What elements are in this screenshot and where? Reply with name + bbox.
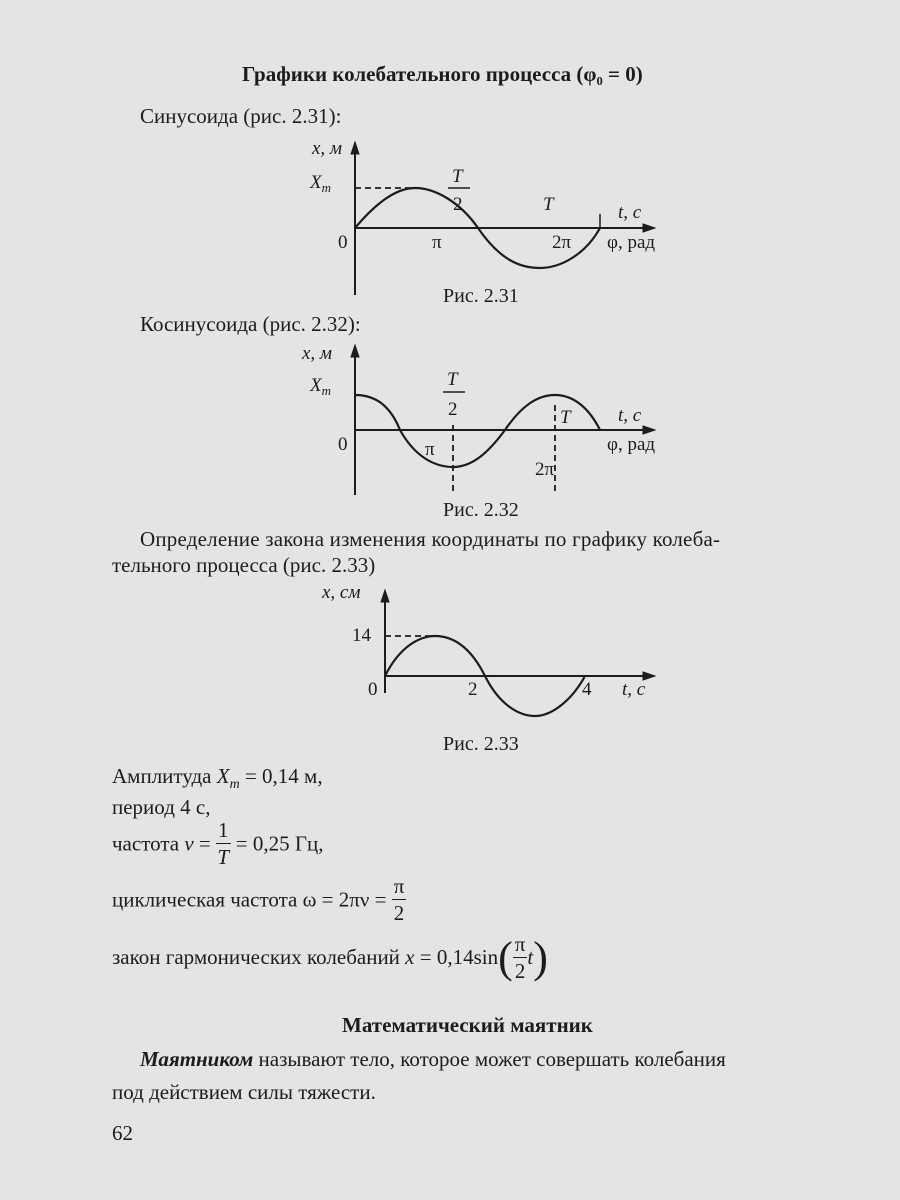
frequency-den: T [217, 845, 230, 869]
definition-line-2: тельного процесса (рис. 2.33) [112, 553, 376, 577]
cyclic-frequency-line [112, 876, 406, 924]
pendulum-line-1-text: называют тело, которое может совершать колебания [253, 1047, 726, 1071]
amplitude-var: $X_m$ [216, 764, 240, 793]
fig233-t-label: t, с [622, 679, 646, 700]
page-number: 62 [112, 1121, 133, 1145]
fig231-half-period-num: T [452, 166, 463, 187]
fig231-amp-label: $X_m$ [310, 172, 331, 195]
frequency-line [112, 820, 324, 868]
frequency-eq: = [193, 831, 217, 856]
fig232-y-label: x, м [302, 343, 333, 364]
pendulum-term: Маятником [140, 1047, 254, 1071]
definition-line-1: Определение закона изменения координаты по графику колеба- [140, 527, 721, 551]
fig231-two-pi: 2π [552, 232, 572, 253]
fig231-caption: Рис. 2.31 [443, 285, 519, 305]
amplitude-prefix: Амплитуда [112, 764, 217, 788]
fig232-period-label: T [560, 407, 571, 428]
law-left-paren: ( [498, 933, 513, 982]
law-var: x [405, 945, 415, 969]
figure-2-31 [300, 130, 700, 305]
amplitude-value: = 0,14 м, [239, 764, 323, 788]
fig232-half-period-num: T [447, 369, 458, 390]
pendulum-heading: Математический маятник [342, 1013, 593, 1037]
amplitude-line [112, 764, 323, 793]
fig232-caption: Рис. 2.32 [443, 499, 519, 520]
section-heading: Графики колебательного процесса (φ₀ = 0) [242, 62, 643, 86]
fig232-t-label: t, с [618, 405, 642, 426]
frequency-num: 1 [218, 818, 229, 842]
fig232-half-period-den: 2 [448, 399, 458, 420]
law-t: t [527, 945, 534, 969]
cyclic-num: π [393, 874, 405, 898]
fig233-caption: Рис. 2.33 [443, 733, 519, 753]
fig231-y-label: x, м [312, 138, 343, 159]
harmonic-law-line [112, 932, 548, 983]
fig233-origin: 0 [368, 679, 378, 700]
fig231-phi-label: φ, рад [607, 232, 656, 253]
frequency-prefix: частота [112, 831, 185, 856]
law-num: π [514, 931, 526, 956]
frequency-var: ν [184, 831, 194, 856]
fig231-half-period-den: 2 [453, 194, 463, 215]
frequency-value: = 0,25 Гц, [230, 831, 324, 856]
fig233-y-arrow [381, 590, 389, 602]
fig231-period-label: T [543, 194, 554, 215]
figure-2-33 [300, 578, 700, 753]
fig231-y-arrow [351, 142, 359, 154]
law-prefix: закон гармонических колебаний [112, 945, 406, 969]
figure-2-32 [300, 335, 700, 520]
law-den: 2 [514, 958, 526, 983]
cosinusoid-intro: Косинусоида (рис. 2.32): [140, 312, 361, 336]
fig232-x-arrow [643, 426, 655, 434]
fig233-y-label: x, см [322, 582, 361, 603]
law-fraction [513, 931, 528, 983]
period-line: период 4 с, [112, 795, 211, 819]
law-right-paren: ) [533, 933, 548, 982]
pendulum-line-2: под действием силы тяжести. [112, 1080, 376, 1104]
fig232-two-pi: 2π [535, 459, 555, 480]
fig231-t-label: t, с [618, 202, 642, 223]
fig231-pi: π [432, 232, 442, 253]
sinusoid-intro: Синусоида (рис. 2.31): [140, 104, 342, 128]
fig233-tick-4: 4 [582, 679, 592, 700]
fig232-amp-label: $X_m$ [310, 375, 331, 398]
fig232-pi: π [425, 439, 435, 460]
fig233-amp-value: 14 [352, 625, 371, 646]
cyclic-prefix: циклическая частота ω = 2πν = [112, 887, 392, 912]
fig231-x-arrow [643, 224, 655, 232]
cyclic-fraction [392, 876, 407, 924]
pendulum-line-1 [140, 1047, 726, 1072]
frequency-fraction [216, 820, 231, 868]
fig233-tick-2: 2 [468, 679, 478, 700]
law-value: = 0,14sin [414, 945, 499, 969]
fig231-origin: 0 [338, 232, 348, 253]
fig232-y-arrow [351, 345, 359, 357]
fig232-phi-label: φ, рад [607, 434, 656, 455]
cyclic-den: 2 [393, 901, 405, 925]
fig232-origin: 0 [338, 434, 348, 455]
